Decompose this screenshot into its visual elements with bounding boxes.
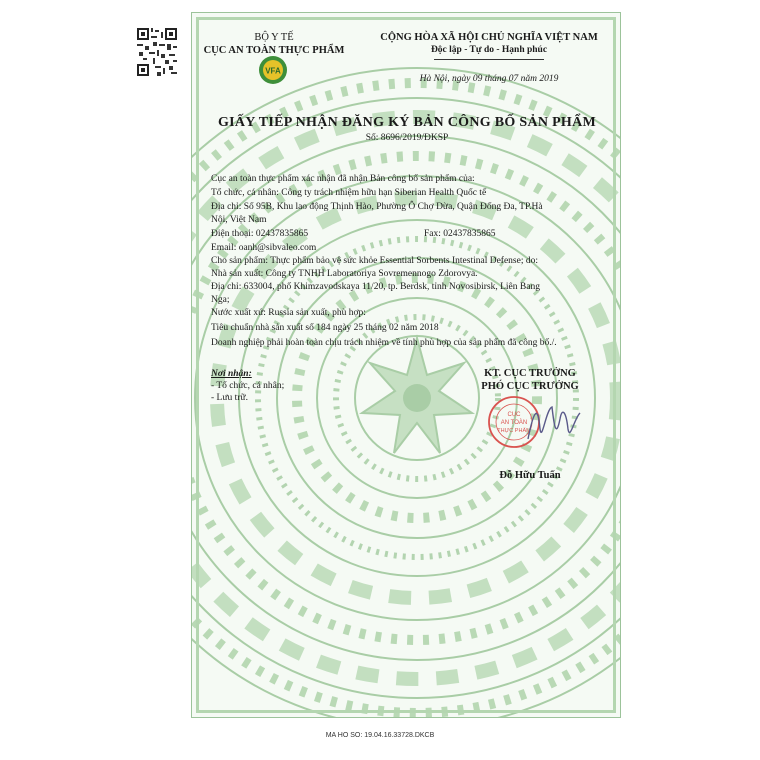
origin-country: Nước xuất xứ: Russia sản xuất, phù hợp:: [211, 308, 366, 318]
org-fax: Fax: 02437835865: [424, 229, 496, 239]
ministry-name: BỘ Y TẾ: [254, 32, 294, 43]
mfr-address-line-2: Nga;: [211, 295, 230, 305]
agency-name: CỤC AN TOÀN THỰC PHẨM: [203, 45, 345, 56]
agency-logo: [258, 55, 288, 85]
qr-code: [137, 28, 177, 76]
motto-underline: [434, 59, 544, 60]
stamp-text: CỤC: [507, 412, 521, 418]
national-motto: Độc lập - Tự do - Hạnh phúc: [430, 45, 548, 55]
signature: [524, 399, 584, 449]
responsibility-statement: Doanh nghiệp phải hoàn toàn chịu trách nhiệm về tính phù hợp của sản phẩm đã công bố./.: [211, 338, 557, 348]
document-number: Số: 8696/2019/ĐKSP: [365, 133, 449, 143]
manufacturer: Nhà sản xuất: Công ty TNHH Laboratoriya Sovremennogo Zdorovya.: [211, 269, 478, 279]
signer-position-1: KT. CỤC TRƯỞNG: [484, 368, 576, 379]
body-intro: Cục an toàn thực phẩm xác nhận đã nhận Bản công bố sản phẩm của:: [211, 174, 475, 184]
org-address-line-2: Nội, Việt Nam: [211, 215, 267, 225]
signer-name: Đỗ Hữu Tuấn: [499, 470, 561, 481]
org-phone: Điện thoại: 02437835865: [211, 229, 309, 239]
recipients-heading: Nơi nhận:: [211, 369, 252, 379]
document-title: GIẤY TIẾP NHẬN ĐĂNG KÝ BẢN CÔNG BỐ SẢN PHẨM: [217, 115, 597, 130]
org-address-line-1: Địa chỉ: Số 95B, Khu lao động Thịnh Hào, Phường Ô Chợ Dừa, Quận Đống Đa, TP.Hà: [211, 202, 543, 212]
signer-position-2: PHÓ CỤC TRƯỞNG: [481, 381, 579, 392]
recipient-item: - Tổ chức, cá nhân;: [211, 381, 285, 391]
org-email: Email: oanh@sibvaleo.com: [211, 243, 317, 253]
logo-text: VFA: [265, 66, 281, 76]
stamp-text: AN TOÀN: [500, 420, 528, 426]
dossier-code: MA HO SO: 19.04.16.33728.DKCB: [325, 732, 435, 739]
stamp-text: THỰC PHẨM: [497, 428, 531, 434]
manufacturer-standard: Tiêu chuẩn nhà sản xuất số 184 ngày 25 tháng 02 năm 2018: [211, 323, 439, 333]
product-line: Cho sản phẩm: Thực phẩm bảo vệ sức khỏe Essential Sorbents Intestinal Defense; do:: [211, 256, 538, 266]
republic-name: CỘNG HÒA XÃ HỘI CHỦ NGHĨA VIỆT NAM: [380, 32, 598, 43]
certificate-page: [191, 12, 621, 718]
recipient-item: - Lưu trữ.: [211, 393, 248, 403]
organization: Tổ chức, cá nhân: Công ty trách nhiệm hữu hạn Siberian Health Quốc tế: [211, 188, 487, 198]
mfr-address-line-1: Địa chỉ: 633004, phố Khimzavodskaya 11/20, tp. Berdsk, tỉnh Novosibirsk, Liên Bang: [211, 282, 540, 292]
issue-date: Hà Nội, ngày 09 tháng 07 năm 2019: [419, 74, 559, 84]
